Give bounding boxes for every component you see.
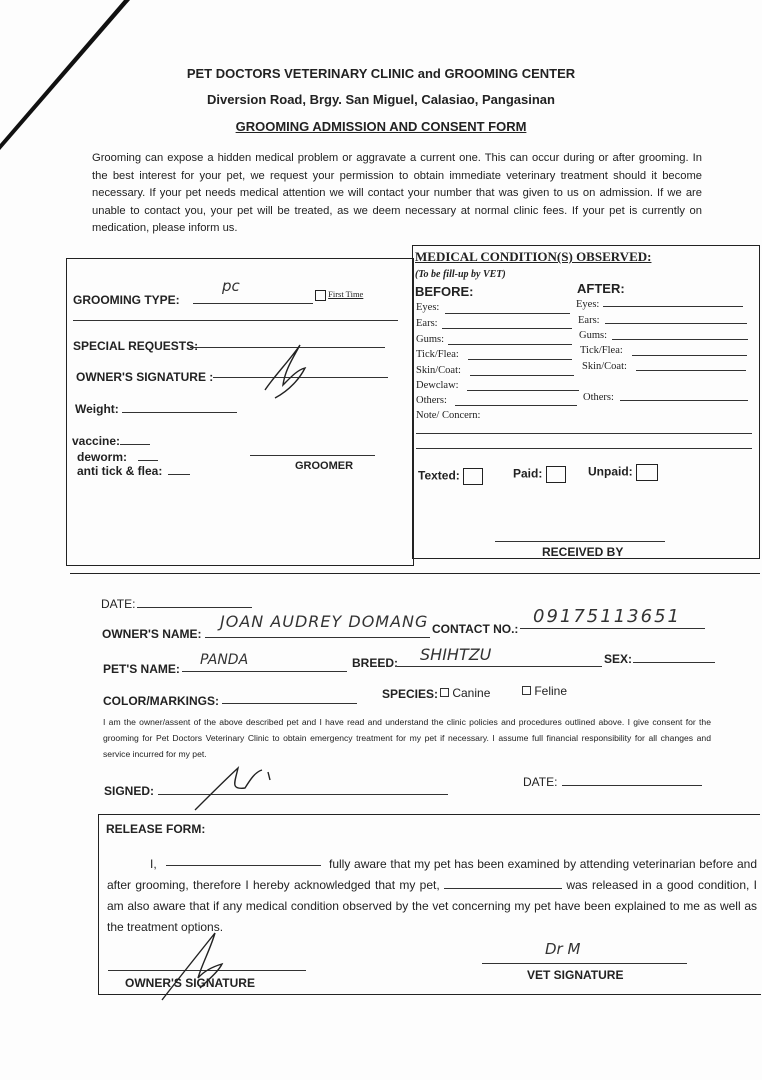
after-skin-label: Skin/Coat: <box>582 361 627 372</box>
before-gums-label: Gums: <box>416 334 445 345</box>
before-label: BEFORE: <box>415 284 474 299</box>
before-dewclaw-line[interactable] <box>467 390 579 391</box>
sex-label: SEX: <box>604 652 633 666</box>
before-ears-line[interactable] <box>442 328 572 329</box>
unpaid-checkbox[interactable] <box>636 464 658 481</box>
release-text-main <box>107 854 757 938</box>
pet-name-label: PET'S NAME: <box>103 662 180 676</box>
after-others-label: Others: <box>583 392 614 403</box>
anti-tick-line[interactable] <box>168 474 190 475</box>
before-eyes-line[interactable] <box>445 313 570 314</box>
species-label: SPECIES: <box>382 687 439 701</box>
breed-line[interactable] <box>397 666 602 667</box>
after-eyes-line[interactable] <box>603 306 743 307</box>
canine-option[interactable] <box>440 686 490 700</box>
groomer-label: GROOMER <box>295 460 354 472</box>
signed-label: SIGNED: <box>104 784 155 798</box>
vet-signature-value: Dr M <box>545 940 581 958</box>
first-time-option[interactable] <box>315 289 363 301</box>
after-skin-line[interactable] <box>636 370 746 371</box>
after-gums-label: Gums: <box>579 330 608 341</box>
before-others-label: Others: <box>416 395 447 406</box>
paid-field[interactable] <box>513 466 566 483</box>
date-line[interactable] <box>137 607 252 608</box>
canine-label: Canine <box>452 686 491 700</box>
grooming-type-line[interactable] <box>193 303 313 304</box>
before-tick-label: Tick/Flea: <box>416 349 459 360</box>
before-tick-line[interactable] <box>468 359 572 360</box>
release-pet-name-line[interactable] <box>444 876 562 889</box>
unpaid-field[interactable] <box>588 464 658 481</box>
groomer-line[interactable] <box>250 455 375 456</box>
note-line-2[interactable] <box>416 448 752 449</box>
grooming-type-label: GROOMING TYPE: <box>73 293 180 307</box>
after-tick-label: Tick/Flea: <box>580 345 623 356</box>
before-dewclaw-label: Dewclaw: <box>416 380 459 391</box>
sex-line[interactable] <box>633 662 715 663</box>
after-tick-line[interactable] <box>632 355 747 356</box>
after-ears-line[interactable] <box>605 323 747 324</box>
contact-label: CONTACT NO.: <box>432 622 519 636</box>
vaccine-label: vaccine: <box>72 434 121 448</box>
canine-checkbox[interactable] <box>440 688 449 697</box>
contact-line[interactable] <box>520 628 705 629</box>
received-by-line[interactable] <box>495 541 665 542</box>
first-time-label: First Time <box>328 289 364 299</box>
release-owner-signature-label: OWNER'S SIGNATURE <box>125 976 255 990</box>
medical-title: MEDICAL CONDITION(S) OBSERVED: <box>415 249 652 264</box>
breed-label: BREED: <box>352 656 399 670</box>
release-form-title: RELEASE FORM: <box>106 822 206 836</box>
vaccine-line[interactable] <box>120 444 150 445</box>
feline-label: Feline <box>534 684 568 698</box>
after-ears-label: Ears: <box>578 315 600 326</box>
after-label: AFTER: <box>577 281 625 296</box>
paid-checkbox[interactable] <box>546 466 566 483</box>
form-title: GROOMING ADMISSION AND CONSENT FORM <box>235 119 527 134</box>
clinic-name: PET DOCTORS VETERINARY CLINIC and GROOMING CENTER <box>186 66 576 81</box>
weight-line[interactable] <box>122 412 237 413</box>
clinic-address: Diversion Road, Brgy. San Miguel, Calasiao, Pangasinan <box>207 92 555 107</box>
consent-text: I am the owner/assent of the above described pet and I have read and understand the clinic policies and procedures outlined above. I give consent for the grooming for Pet Doctors Veterinary Clinic to obtain emergency treatment for my pet if necessary. I assume full financial responsibility for all changes and service incurred for my pet. <box>103 717 711 759</box>
owner-name-label: OWNER'S NAME: <box>102 627 202 641</box>
before-skin-line[interactable] <box>470 375 574 376</box>
pet-name-line[interactable] <box>182 671 347 672</box>
unpaid-label: Unpaid: <box>588 464 633 479</box>
release-text-2: fully aware that my pet has been examined by attending veterinarian before and after grooming, therefore I hereby acknowledged that my pet, <box>107 857 757 892</box>
before-others-line[interactable] <box>455 405 577 406</box>
feline-option[interactable] <box>522 684 567 698</box>
deworm-line[interactable] <box>138 460 158 461</box>
received-by-label: RECEIVED BY <box>542 545 624 559</box>
special-requests-label: SPECIAL REQUESTS: <box>73 339 199 353</box>
color-line[interactable] <box>222 703 357 704</box>
note-line-1[interactable] <box>416 433 752 434</box>
section-divider <box>70 573 760 574</box>
first-time-checkbox[interactable] <box>315 290 326 301</box>
vet-signature-label: VET SIGNATURE <box>527 968 624 982</box>
medical-subtitle: (To be fill-up by VET) <box>415 269 506 280</box>
note-concern-label: Note/ Concern: <box>416 410 481 421</box>
vet-signature-line[interactable] <box>482 963 687 964</box>
date-label: DATE: <box>101 597 136 611</box>
after-gums-line[interactable] <box>612 339 748 340</box>
signed-date-label: DATE: <box>523 775 558 789</box>
release-form-top-border <box>98 814 760 815</box>
pet-name-value: PANDA <box>200 652 249 668</box>
intro-text: Grooming can expose a hidden medical problem or aggravate a current one. This can occur during or after grooming. In the best interest for your pet, we request your permission to obtain immediate veterinary treatment should it become necessary. If your pet needs medical attention we will contact your number that was given to us on admission. If we are unable to contact you, your pet will be treated, as we deem necessary at normal clinic fees. If your pet is currently on medication, please inform us. <box>92 152 702 234</box>
owner-signature-scribble <box>245 340 325 400</box>
after-eyes-label: Eyes: <box>576 299 600 310</box>
feline-checkbox[interactable] <box>522 686 531 695</box>
paid-label: Paid: <box>513 466 543 481</box>
grooming-extra-line[interactable] <box>73 320 398 321</box>
after-others-line[interactable] <box>620 400 748 401</box>
before-eyes-label: Eyes: <box>416 302 440 313</box>
breed-value: SHIHTZU <box>420 645 492 664</box>
signed-scribble <box>190 760 280 820</box>
owner-name-line[interactable] <box>205 637 430 638</box>
before-skin-label: Skin/Coat: <box>416 365 461 376</box>
owner-name-value: JOAN AUDREY DOMANG <box>220 612 429 631</box>
contact-value: 09175113651 <box>533 606 681 627</box>
signed-date-line[interactable] <box>562 785 702 786</box>
color-label: COLOR/MARKINGS: <box>103 694 219 708</box>
release-text-3: was released in a good condition, I am also aware that if any medical condition observed by the vet concerning my pet have been explained to me as well as the treatment options. <box>107 878 757 934</box>
before-ears-label: Ears: <box>416 318 438 329</box>
texted-field[interactable] <box>418 468 483 485</box>
texted-label: Texted: <box>418 468 460 483</box>
texted-checkbox[interactable] <box>463 468 483 485</box>
grooming-type-value: pc <box>222 277 240 295</box>
deworm-label: deworm: <box>77 450 128 464</box>
weight-label: Weight: <box>75 402 119 416</box>
owner-signature-label: OWNER'S SIGNATURE : <box>76 370 214 384</box>
before-gums-line[interactable] <box>448 344 572 345</box>
release-i-label: I, <box>150 857 157 871</box>
anti-tick-label: anti tick & flea: <box>77 464 163 478</box>
